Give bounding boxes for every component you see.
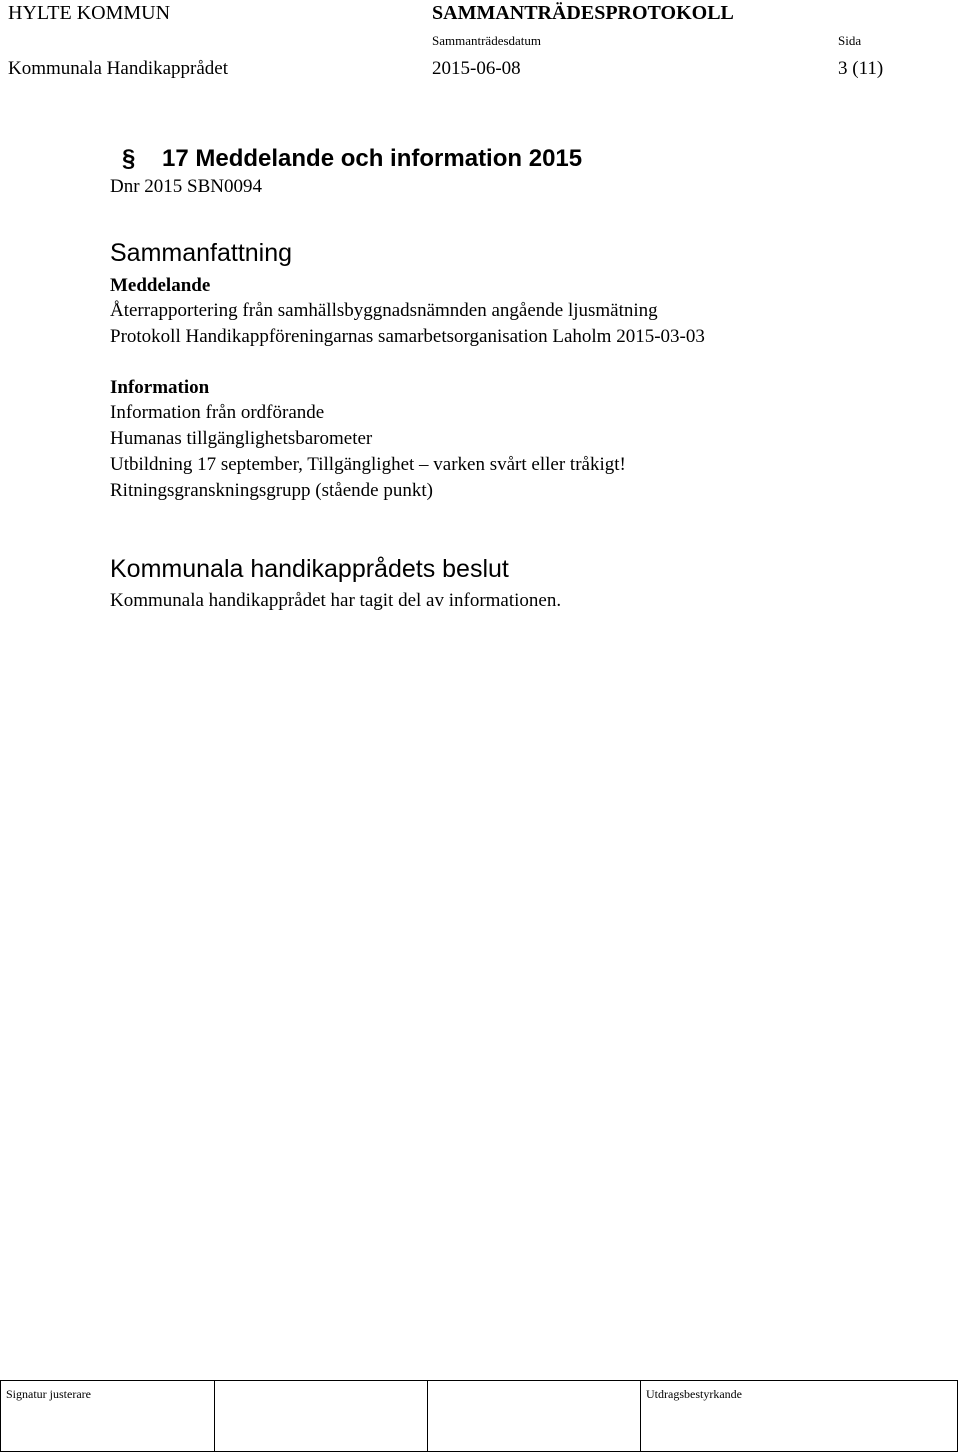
paragraph-heading (122, 145, 582, 173)
information-heading: Information (110, 377, 210, 398)
decision-title: Kommunala handikapprådets beslut (110, 555, 509, 583)
information-item: Humanas tillgänglighetsbarometer (110, 428, 373, 449)
signature-cell (428, 1381, 641, 1451)
meddelande-item: Återrapportering från samhällsbyggnadsnämnden angående ljusmätning (110, 300, 658, 321)
summary-title: Sammanfattning (110, 239, 293, 267)
signature-cell (1, 1381, 215, 1451)
signature-label: Signatur justerare (6, 1387, 91, 1401)
signature-cell (215, 1381, 428, 1451)
page-label: Sida (838, 33, 862, 48)
signature-table (0, 1380, 958, 1452)
section-sign: § (122, 145, 136, 172)
meddelande-heading: Meddelande (110, 275, 211, 296)
decision-text: Kommunala handikapprådet har tagit del av informationen. (110, 590, 562, 611)
meeting-date-label: Sammanträdesdatum (432, 33, 542, 48)
extract-cell (641, 1381, 958, 1451)
document-type: SAMMANTRÄDESPROTOKOLL (432, 2, 734, 24)
diary-number: Dnr 2015 SBN0094 (110, 176, 263, 197)
information-item: Information från ordförande (110, 402, 325, 423)
extract-label: Utdragsbestyrkande (646, 1387, 742, 1401)
paragraph-title: 17 Meddelande och information 2015 (162, 145, 583, 172)
meddelande-item: Protokoll Handikappföreningarnas samarbetsorganisation Laholm 2015-03-03 (110, 326, 705, 347)
page-number: 3 (11) (838, 58, 884, 79)
body-name: Kommunala Handikapprådet (8, 58, 229, 79)
information-item: Utbildning 17 september, Tillgänglighet – varken svårt eller tråkigt! (110, 454, 626, 475)
meeting-date: 2015-06-08 (432, 58, 521, 79)
organization-name: HYLTE KOMMUN (8, 2, 171, 24)
information-item: Ritningsgranskningsgrupp (stående punkt) (110, 480, 433, 501)
